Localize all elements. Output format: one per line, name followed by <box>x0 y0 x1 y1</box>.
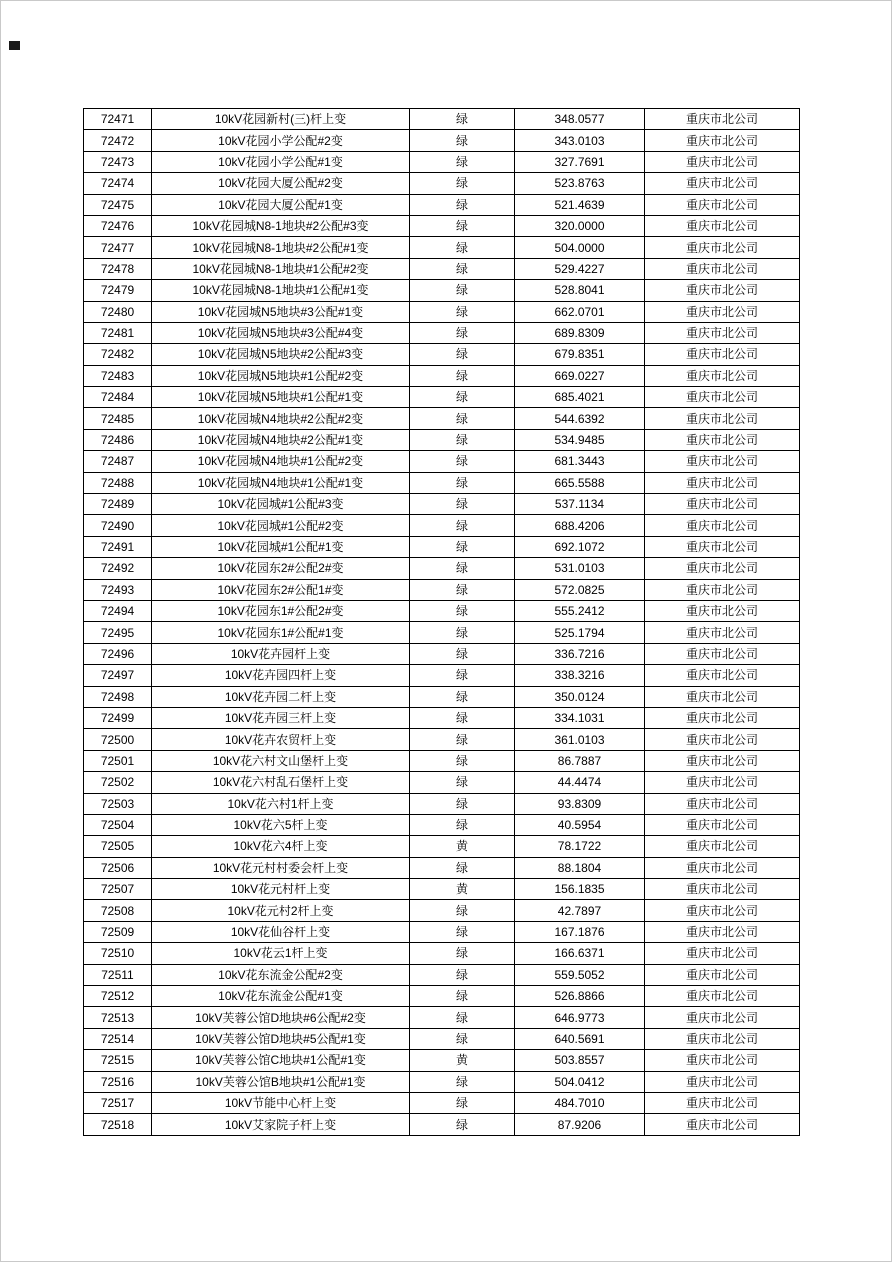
cell-load: 88.1804 <box>515 857 645 878</box>
table-row <box>84 408 800 429</box>
cell-status: 绿 <box>410 665 515 686</box>
cell-status: 绿 <box>410 301 515 322</box>
cell-load: 669.0227 <box>515 365 645 386</box>
cell-load: 78.1722 <box>515 836 645 857</box>
cell-name: 10kV芙蓉公馆D地块#6公配#2变 <box>152 1007 410 1028</box>
table-row <box>84 173 800 194</box>
cell-status: 黄 <box>410 879 515 900</box>
table-row <box>84 686 800 707</box>
cell-status: 绿 <box>410 173 515 194</box>
cell-load: 688.4206 <box>515 515 645 536</box>
cell-name: 10kV花东流金公配#1变 <box>152 986 410 1007</box>
cell-status: 绿 <box>410 643 515 664</box>
cell-name: 10kV芙蓉公馆D地块#5公配#1变 <box>152 1028 410 1049</box>
cell-id: 72491 <box>84 536 152 557</box>
table-row <box>84 237 800 258</box>
cell-company: 重庆市北公司 <box>645 964 800 985</box>
cell-name: 10kV花园城#1公配#2变 <box>152 515 410 536</box>
cell-status: 绿 <box>410 622 515 643</box>
cell-id: 72514 <box>84 1028 152 1049</box>
table-row <box>84 215 800 236</box>
cell-load: 679.8351 <box>515 344 645 365</box>
table-row <box>84 194 800 215</box>
cell-load: 93.8309 <box>515 793 645 814</box>
cell-name: 10kV花园城N5地块#2公配#3变 <box>152 344 410 365</box>
cell-company: 重庆市北公司 <box>645 322 800 343</box>
cell-load: 526.8866 <box>515 986 645 1007</box>
cell-id: 72517 <box>84 1092 152 1113</box>
cell-name: 10kV花园城N5地块#3公配#4变 <box>152 322 410 343</box>
cell-id: 72492 <box>84 558 152 579</box>
cell-load: 338.3216 <box>515 665 645 686</box>
cell-name: 10kV花园城N4地块#2公配#2变 <box>152 408 410 429</box>
cell-company: 重庆市北公司 <box>645 451 800 472</box>
cell-load: 361.0103 <box>515 729 645 750</box>
cell-company: 重庆市北公司 <box>645 686 800 707</box>
cell-id: 72485 <box>84 408 152 429</box>
cell-id: 72479 <box>84 280 152 301</box>
table-row <box>84 879 800 900</box>
table-row <box>84 579 800 600</box>
cell-name: 10kV花卉园二杆上变 <box>152 686 410 707</box>
table-row <box>84 793 800 814</box>
cell-name: 10kV花六5杆上变 <box>152 814 410 835</box>
cell-id: 72489 <box>84 494 152 515</box>
cell-id: 72478 <box>84 258 152 279</box>
table-row <box>84 750 800 771</box>
table-row <box>84 429 800 450</box>
cell-name: 10kV花园城N4地块#2公配#1变 <box>152 429 410 450</box>
cell-company: 重庆市北公司 <box>645 494 800 515</box>
cell-load: 559.5052 <box>515 964 645 985</box>
table-row <box>84 151 800 172</box>
cell-company: 重庆市北公司 <box>645 665 800 686</box>
cell-status: 绿 <box>410 772 515 793</box>
cell-id: 72480 <box>84 301 152 322</box>
table-row <box>84 943 800 964</box>
cell-company: 重庆市北公司 <box>645 173 800 194</box>
cell-id: 72475 <box>84 194 152 215</box>
cell-status: 绿 <box>410 986 515 1007</box>
cell-company: 重庆市北公司 <box>645 879 800 900</box>
cell-status: 绿 <box>410 1114 515 1135</box>
cell-name: 10kV花卉园杆上变 <box>152 643 410 664</box>
cell-company: 重庆市北公司 <box>645 237 800 258</box>
cell-company: 重庆市北公司 <box>645 1050 800 1071</box>
table-row <box>84 836 800 857</box>
cell-id: 72490 <box>84 515 152 536</box>
cell-name: 10kV花园城N5地块#3公配#1变 <box>152 301 410 322</box>
cell-load: 40.5954 <box>515 814 645 835</box>
cell-name: 10kV花园城N8-1地块#2公配#3变 <box>152 215 410 236</box>
cell-load: 531.0103 <box>515 558 645 579</box>
table-row <box>84 622 800 643</box>
cell-status: 绿 <box>410 707 515 728</box>
cell-load: 166.6371 <box>515 943 645 964</box>
cell-company: 重庆市北公司 <box>645 921 800 942</box>
cell-id: 72512 <box>84 986 152 1007</box>
cell-id: 72511 <box>84 964 152 985</box>
cell-company: 重庆市北公司 <box>645 643 800 664</box>
cell-id: 72472 <box>84 130 152 151</box>
cell-company: 重庆市北公司 <box>645 1007 800 1028</box>
cell-id: 72518 <box>84 1114 152 1135</box>
cell-company: 重庆市北公司 <box>645 151 800 172</box>
cell-status: 绿 <box>410 365 515 386</box>
cell-company: 重庆市北公司 <box>645 836 800 857</box>
cell-company: 重庆市北公司 <box>645 365 800 386</box>
cell-id: 72506 <box>84 857 152 878</box>
cell-id: 72516 <box>84 1071 152 1092</box>
cell-status: 绿 <box>410 344 515 365</box>
cell-status: 绿 <box>410 237 515 258</box>
cell-status: 绿 <box>410 451 515 472</box>
cell-company: 重庆市北公司 <box>645 900 800 921</box>
cell-status: 绿 <box>410 857 515 878</box>
cell-name: 10kV节能中心杆上变 <box>152 1092 410 1113</box>
cell-load: 484.7010 <box>515 1092 645 1113</box>
table-row <box>84 130 800 151</box>
table-row <box>84 1050 800 1071</box>
cell-status: 绿 <box>410 215 515 236</box>
cell-status: 绿 <box>410 943 515 964</box>
table-row <box>84 280 800 301</box>
cell-load: 529.4227 <box>515 258 645 279</box>
transformer-table <box>83 108 800 1136</box>
cell-name: 10kV花卉园四杆上变 <box>152 665 410 686</box>
cell-company: 重庆市北公司 <box>645 622 800 643</box>
cell-company: 重庆市北公司 <box>645 429 800 450</box>
cell-load: 320.0000 <box>515 215 645 236</box>
cell-status: 绿 <box>410 964 515 985</box>
cell-status: 绿 <box>410 494 515 515</box>
cell-status: 黄 <box>410 1050 515 1071</box>
cell-name: 10kV花园城N4地块#1公配#2变 <box>152 451 410 472</box>
cell-load: 336.7216 <box>515 643 645 664</box>
cell-load: 350.0124 <box>515 686 645 707</box>
cell-load: 555.2412 <box>515 600 645 621</box>
table-row <box>84 814 800 835</box>
table-row <box>84 109 800 130</box>
cell-id: 72488 <box>84 472 152 493</box>
cell-status: 绿 <box>410 686 515 707</box>
cell-load: 504.0000 <box>515 237 645 258</box>
table-row <box>84 600 800 621</box>
cell-company: 重庆市北公司 <box>645 109 800 130</box>
cell-company: 重庆市北公司 <box>645 600 800 621</box>
cell-load: 504.0412 <box>515 1071 645 1092</box>
table-row <box>84 301 800 322</box>
cell-name: 10kV芙蓉公馆B地块#1公配#1变 <box>152 1071 410 1092</box>
cell-id: 72477 <box>84 237 152 258</box>
cell-load: 572.0825 <box>515 579 645 600</box>
cell-name: 10kV花园东1#公配#1变 <box>152 622 410 643</box>
cell-company: 重庆市北公司 <box>645 1028 800 1049</box>
cell-name: 10kV花园小学公配#1变 <box>152 151 410 172</box>
cell-company: 重庆市北公司 <box>645 772 800 793</box>
table-row <box>84 1028 800 1049</box>
cell-company: 重庆市北公司 <box>645 215 800 236</box>
cell-id: 72515 <box>84 1050 152 1071</box>
cell-company: 重庆市北公司 <box>645 536 800 557</box>
cell-load: 348.0577 <box>515 109 645 130</box>
table-row <box>84 344 800 365</box>
cell-load: 685.4021 <box>515 387 645 408</box>
cell-name: 10kV花六村乱石堡杆上变 <box>152 772 410 793</box>
table-row <box>84 365 800 386</box>
cell-company: 重庆市北公司 <box>645 258 800 279</box>
cell-company: 重庆市北公司 <box>645 814 800 835</box>
cell-status: 绿 <box>410 130 515 151</box>
cell-company: 重庆市北公司 <box>645 130 800 151</box>
cell-status: 绿 <box>410 1071 515 1092</box>
cell-name: 10kV花园城N8-1地块#1公配#2变 <box>152 258 410 279</box>
cell-load: 87.9206 <box>515 1114 645 1135</box>
table-row <box>84 857 800 878</box>
cell-load: 534.9485 <box>515 429 645 450</box>
cell-load: 521.4639 <box>515 194 645 215</box>
cell-name: 10kV花园城N4地块#1公配#1变 <box>152 472 410 493</box>
cell-name: 10kV艾家院子杆上变 <box>152 1114 410 1135</box>
cell-id: 72473 <box>84 151 152 172</box>
cell-company: 重庆市北公司 <box>645 280 800 301</box>
cell-name: 10kV花园城#1公配#1变 <box>152 536 410 557</box>
cell-name: 10kV花东流金公配#2变 <box>152 964 410 985</box>
table-row <box>84 729 800 750</box>
table-row <box>84 387 800 408</box>
cell-status: 绿 <box>410 536 515 557</box>
cell-id: 72474 <box>84 173 152 194</box>
cell-name: 10kV花卉农贸杆上变 <box>152 729 410 750</box>
cell-name: 10kV花园东2#公配2#变 <box>152 558 410 579</box>
cell-company: 重庆市北公司 <box>645 707 800 728</box>
table-row <box>84 964 800 985</box>
cell-name: 10kV花园东2#公配1#变 <box>152 579 410 600</box>
cell-company: 重庆市北公司 <box>645 344 800 365</box>
cell-company: 重庆市北公司 <box>645 1114 800 1135</box>
transformer-table-body <box>84 109 800 1136</box>
cell-status: 绿 <box>410 600 515 621</box>
cell-load: 86.7887 <box>515 750 645 771</box>
cell-id: 72513 <box>84 1007 152 1028</box>
table-row <box>84 536 800 557</box>
cell-name: 10kV花元村2杆上变 <box>152 900 410 921</box>
cell-status: 绿 <box>410 729 515 750</box>
cell-status: 绿 <box>410 1092 515 1113</box>
cell-company: 重庆市北公司 <box>645 387 800 408</box>
cell-status: 绿 <box>410 429 515 450</box>
table-row <box>84 665 800 686</box>
cell-name: 10kV花云1杆上变 <box>152 943 410 964</box>
cell-company: 重庆市北公司 <box>645 472 800 493</box>
cell-load: 503.8557 <box>515 1050 645 1071</box>
table-row <box>84 772 800 793</box>
cell-load: 646.9773 <box>515 1007 645 1028</box>
cell-id: 72484 <box>84 387 152 408</box>
cell-company: 重庆市北公司 <box>645 194 800 215</box>
cell-company: 重庆市北公司 <box>645 729 800 750</box>
table-row <box>84 986 800 1007</box>
table-row <box>84 900 800 921</box>
cell-id: 72503 <box>84 793 152 814</box>
cell-id: 72510 <box>84 943 152 964</box>
table-row <box>84 643 800 664</box>
cell-id: 72496 <box>84 643 152 664</box>
cell-company: 重庆市北公司 <box>645 750 800 771</box>
cell-name: 10kV花园城N5地块#1公配#2变 <box>152 365 410 386</box>
cell-status: 黄 <box>410 836 515 857</box>
cell-id: 72499 <box>84 707 152 728</box>
cell-id: 72483 <box>84 365 152 386</box>
cell-name: 10kV花园大厦公配#2变 <box>152 173 410 194</box>
cell-load: 525.1794 <box>515 622 645 643</box>
table-row <box>84 558 800 579</box>
cell-name: 10kV芙蓉公馆C地块#1公配#1变 <box>152 1050 410 1071</box>
cell-company: 重庆市北公司 <box>645 1092 800 1113</box>
cell-id: 72497 <box>84 665 152 686</box>
table-row <box>84 1092 800 1113</box>
cell-name: 10kV花园城N5地块#1公配#1变 <box>152 387 410 408</box>
table-row <box>84 258 800 279</box>
cell-id: 72486 <box>84 429 152 450</box>
cell-id: 72476 <box>84 215 152 236</box>
cell-name: 10kV花园城N8-1地块#1公配#1变 <box>152 280 410 301</box>
cell-name: 10kV花园大厦公配#1变 <box>152 194 410 215</box>
cell-status: 绿 <box>410 472 515 493</box>
cell-load: 528.8041 <box>515 280 645 301</box>
cell-status: 绿 <box>410 1007 515 1028</box>
cell-load: 537.1134 <box>515 494 645 515</box>
cell-name: 10kV花园城N8-1地块#2公配#1变 <box>152 237 410 258</box>
cell-status: 绿 <box>410 515 515 536</box>
cell-status: 绿 <box>410 109 515 130</box>
cell-name: 10kV花六4杆上变 <box>152 836 410 857</box>
cell-name: 10kV花六村文山堡杆上变 <box>152 750 410 771</box>
cell-status: 绿 <box>410 151 515 172</box>
cell-id: 72502 <box>84 772 152 793</box>
table-row <box>84 322 800 343</box>
cell-status: 绿 <box>410 814 515 835</box>
cell-id: 72493 <box>84 579 152 600</box>
cell-id: 72501 <box>84 750 152 771</box>
cell-id: 72508 <box>84 900 152 921</box>
cell-status: 绿 <box>410 1028 515 1049</box>
table-row <box>84 451 800 472</box>
cell-company: 重庆市北公司 <box>645 793 800 814</box>
cell-name: 10kV花卉园三杆上变 <box>152 707 410 728</box>
cell-status: 绿 <box>410 921 515 942</box>
cell-name: 10kV花元村村委会杆上变 <box>152 857 410 878</box>
cell-load: 544.6392 <box>515 408 645 429</box>
cell-id: 72471 <box>84 109 152 130</box>
table-row <box>84 472 800 493</box>
cell-company: 重庆市北公司 <box>645 857 800 878</box>
cell-load: 665.5588 <box>515 472 645 493</box>
cell-id: 72495 <box>84 622 152 643</box>
table-row <box>84 1071 800 1092</box>
cell-id: 72509 <box>84 921 152 942</box>
cell-id: 72498 <box>84 686 152 707</box>
cell-id: 72500 <box>84 729 152 750</box>
cell-company: 重庆市北公司 <box>645 301 800 322</box>
cell-company: 重庆市北公司 <box>645 1071 800 1092</box>
cell-load: 692.1072 <box>515 536 645 557</box>
table-row <box>84 1007 800 1028</box>
cell-company: 重庆市北公司 <box>645 986 800 1007</box>
cell-load: 156.1835 <box>515 879 645 900</box>
cell-load: 343.0103 <box>515 130 645 151</box>
table-row <box>84 515 800 536</box>
cell-load: 167.1876 <box>515 921 645 942</box>
table-row <box>84 921 800 942</box>
scan-artifact-mark <box>9 41 20 50</box>
cell-company: 重庆市北公司 <box>645 408 800 429</box>
cell-load: 681.3443 <box>515 451 645 472</box>
cell-name: 10kV花园东1#公配2#变 <box>152 600 410 621</box>
cell-status: 绿 <box>410 558 515 579</box>
cell-load: 334.1031 <box>515 707 645 728</box>
cell-load: 662.0701 <box>515 301 645 322</box>
cell-load: 640.5691 <box>515 1028 645 1049</box>
cell-status: 绿 <box>410 900 515 921</box>
cell-company: 重庆市北公司 <box>645 579 800 600</box>
cell-id: 72504 <box>84 814 152 835</box>
cell-status: 绿 <box>410 793 515 814</box>
cell-id: 72494 <box>84 600 152 621</box>
cell-company: 重庆市北公司 <box>645 515 800 536</box>
cell-name: 10kV花六村1杆上变 <box>152 793 410 814</box>
cell-name: 10kV花园小学公配#2变 <box>152 130 410 151</box>
cell-company: 重庆市北公司 <box>645 943 800 964</box>
cell-load: 42.7897 <box>515 900 645 921</box>
cell-name: 10kV花园城#1公配#3变 <box>152 494 410 515</box>
cell-name: 10kV花仙谷杆上变 <box>152 921 410 942</box>
cell-id: 72487 <box>84 451 152 472</box>
cell-load: 523.8763 <box>515 173 645 194</box>
table-row <box>84 494 800 515</box>
cell-status: 绿 <box>410 194 515 215</box>
cell-status: 绿 <box>410 387 515 408</box>
cell-id: 72481 <box>84 322 152 343</box>
cell-load: 44.4474 <box>515 772 645 793</box>
cell-status: 绿 <box>410 258 515 279</box>
table-row <box>84 1114 800 1135</box>
cell-status: 绿 <box>410 280 515 301</box>
cell-name: 10kV花元村杆上变 <box>152 879 410 900</box>
cell-load: 327.7691 <box>515 151 645 172</box>
cell-status: 绿 <box>410 322 515 343</box>
cell-load: 689.8309 <box>515 322 645 343</box>
table-row <box>84 707 800 728</box>
cell-company: 重庆市北公司 <box>645 558 800 579</box>
cell-status: 绿 <box>410 579 515 600</box>
cell-id: 72507 <box>84 879 152 900</box>
cell-id: 72482 <box>84 344 152 365</box>
cell-id: 72505 <box>84 836 152 857</box>
cell-name: 10kV花园新村(三)杆上变 <box>152 109 410 130</box>
cell-status: 绿 <box>410 750 515 771</box>
cell-status: 绿 <box>410 408 515 429</box>
